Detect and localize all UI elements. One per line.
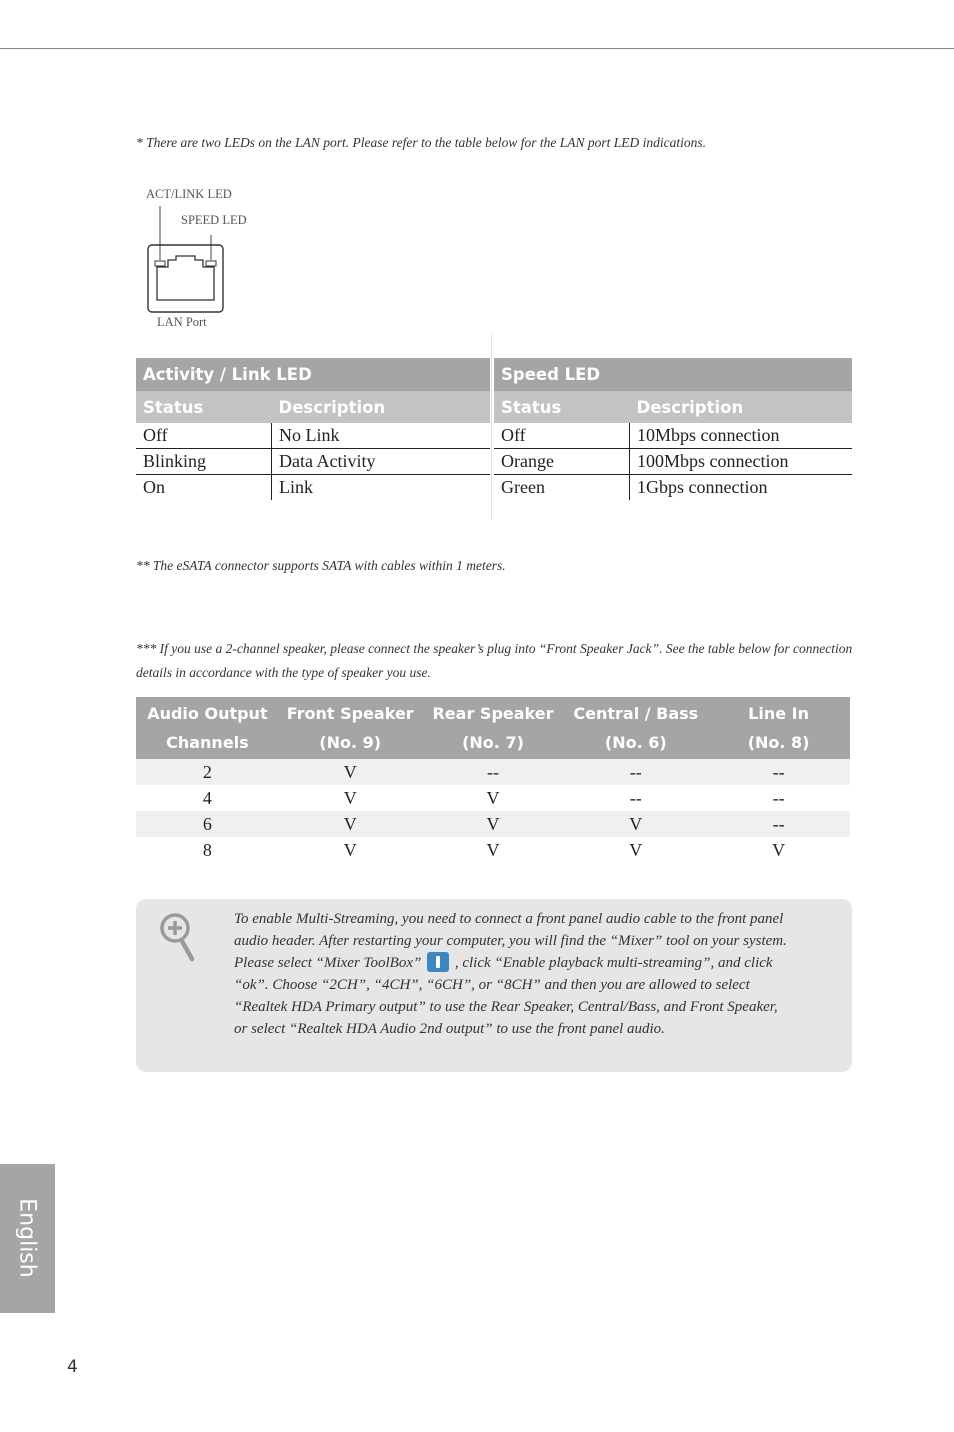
page-number: 4 xyxy=(67,1357,78,1377)
table-row xyxy=(136,423,490,449)
table-row xyxy=(136,475,490,501)
table-row xyxy=(136,449,490,475)
tip-text-part2: , click “Enable playback multi-streaming”, and click “ok”. Choose “2CH”, “4CH”, “6CH”, or “8CH” and then you are allowed to select “Realtek HDA Primary output” to use the Rear Speaker, Central/Bass, and Front Speaker, or select “Realtek HDA Audio 2nd output” to use the front panel audio. xyxy=(234,955,778,1037)
audio-header-channels: Audio Output Channels xyxy=(136,697,279,759)
table-cell: 8 xyxy=(202,839,212,860)
status-cell: Off xyxy=(136,423,272,449)
table-row xyxy=(136,785,850,811)
act-link-led xyxy=(155,261,165,266)
table-row xyxy=(136,811,850,837)
language-tab xyxy=(0,1164,55,1313)
table-cell: V xyxy=(279,759,422,785)
description-cell: No Link xyxy=(272,423,491,449)
table-row xyxy=(494,423,852,449)
description-cell: Data Activity xyxy=(272,449,491,475)
activity-col-description: Description xyxy=(272,391,491,423)
table-cell: 4 xyxy=(202,787,212,808)
audio-header-line-in: Line In (No. 8) xyxy=(707,697,850,759)
speed-table-title: Speed LED xyxy=(494,358,852,391)
table-row xyxy=(494,449,852,475)
table-cell: V xyxy=(564,811,707,837)
speed-col-status: Status xyxy=(494,391,630,423)
audio-header-central-bass: Central / Bass (No. 6) xyxy=(564,697,707,759)
speaker-note: *** If you use a 2-channel speaker, please connect the speaker’s plug into “Front Speaker Jack”. See the table below for connection details in accordance with the type of speaker you use. xyxy=(136,641,853,680)
tip-text-part1: To enable Multi-Streaming, you need to connect a front panel audio cable to the front panel audio header. After restarting your computer, you will find the “Mixer” tool on your system. Please select “Mixer ToolBox” xyxy=(234,911,787,972)
description-cell: 100Mbps connection xyxy=(630,449,853,475)
table-row xyxy=(136,759,850,785)
table-cell: V xyxy=(422,811,565,837)
table-cell: V xyxy=(343,787,357,808)
description-cell: Link xyxy=(279,477,313,497)
speed-col-description: Description xyxy=(630,391,853,423)
table-cell: V xyxy=(772,839,786,860)
table-cell: -- xyxy=(707,811,850,837)
status-cell: Green xyxy=(494,475,630,501)
table-cell: 6 xyxy=(136,811,279,837)
mixer-toolbox-icon xyxy=(427,952,449,972)
esata-note: ** The eSATA connector supports SATA with cables within 1 meters. xyxy=(136,558,506,573)
table-cell: V xyxy=(486,787,500,808)
activity-link-led-table xyxy=(136,358,490,500)
activity-col-status: Status xyxy=(136,391,272,423)
speed-led-label: SPEED LED xyxy=(181,213,247,227)
lan-led-note: * There are two LEDs on the LAN port. Please refer to the table below for the LAN port LED indications. xyxy=(136,135,706,150)
table-row xyxy=(494,475,852,501)
table-cell: -- xyxy=(629,787,642,808)
audio-header-rear-speaker: Rear Speaker (No. 7) xyxy=(422,697,565,759)
table-row xyxy=(136,837,850,863)
act-link-led-label: ACT/LINK LED xyxy=(146,187,232,201)
table-cell: 2 xyxy=(136,759,279,785)
table-cell: V xyxy=(279,811,422,837)
table-cell: -- xyxy=(772,787,785,808)
table-cell: -- xyxy=(564,759,707,785)
speed-led-table xyxy=(494,358,852,500)
activity-table-title: Activity / Link LED xyxy=(136,358,490,391)
language-tab-label: English xyxy=(14,1198,40,1278)
lan-port-diagram xyxy=(140,200,240,315)
speed-led xyxy=(206,261,216,266)
table-cell: V xyxy=(486,839,500,860)
status-cell: Off xyxy=(494,423,630,449)
table-cell: -- xyxy=(707,759,850,785)
tip-text xyxy=(234,909,794,1040)
description-cell: 1Gbps connection xyxy=(637,477,768,497)
status-cell: On xyxy=(136,475,272,501)
table-cell: V xyxy=(343,839,357,860)
status-cell: Orange xyxy=(494,449,630,475)
status-cell: Blinking xyxy=(136,449,272,475)
table-cell: -- xyxy=(422,759,565,785)
magnifier-plus-icon xyxy=(158,911,198,963)
header-rule xyxy=(0,48,954,49)
audio-channels-table xyxy=(136,697,850,863)
audio-header-front-speaker: Front Speaker (No. 9) xyxy=(279,697,422,759)
tip-box xyxy=(136,899,852,1072)
table-divider xyxy=(491,334,492,520)
lan-port-label: LAN Port xyxy=(157,315,207,329)
description-cell: 10Mbps connection xyxy=(630,423,853,449)
table-cell: V xyxy=(629,839,643,860)
